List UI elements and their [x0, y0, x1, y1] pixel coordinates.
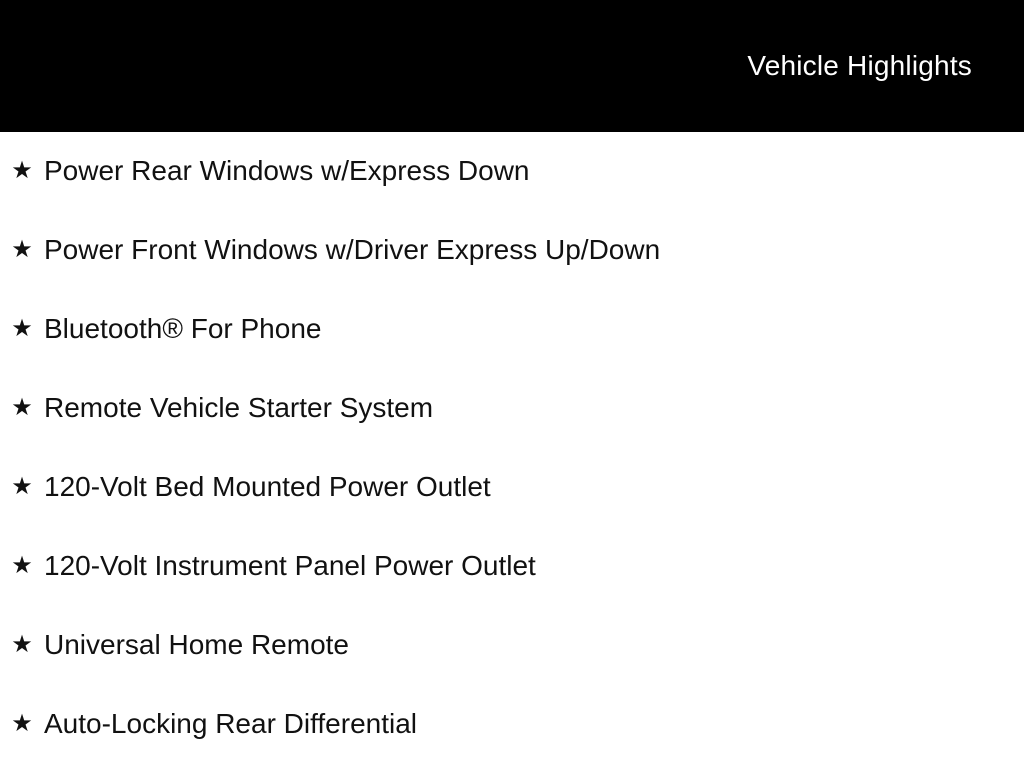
- star-icon: ★: [11, 710, 33, 737]
- list-item-label: 120-Volt Bed Mounted Power Outlet: [44, 471, 491, 502]
- list-item: [10, 707, 1024, 741]
- star-icon: ★: [11, 236, 33, 263]
- list-item-label: 120-Volt Instrument Panel Power Outlet: [44, 550, 536, 581]
- list-item: [10, 628, 1024, 662]
- list-item-label: Bluetooth® For Phone: [44, 313, 322, 344]
- list-item-label: Power Rear Windows w/Express Down: [44, 155, 530, 186]
- star-icon: ★: [11, 473, 33, 500]
- star-icon: ★: [11, 631, 33, 658]
- list-item: [10, 154, 1024, 188]
- star-icon: ★: [11, 552, 33, 579]
- list-item-label: Auto-Locking Rear Differential: [44, 708, 418, 739]
- list-item-label: Power Front Windows w/Driver Express Up/Down: [44, 234, 661, 265]
- list-item-label: Universal Home Remote: [44, 629, 349, 660]
- list-item: [10, 312, 1024, 346]
- header-bar: [0, 0, 1024, 132]
- list-item: [10, 391, 1024, 425]
- star-icon: ★: [11, 394, 33, 421]
- page-title: Vehicle Highlights: [747, 50, 972, 81]
- list-item-label: Remote Vehicle Starter System: [44, 392, 434, 423]
- list-item: [10, 549, 1024, 583]
- star-icon: ★: [11, 315, 33, 342]
- list-item: [10, 233, 1024, 267]
- vehicle-highlights-list: [0, 132, 1024, 741]
- star-icon: ★: [11, 157, 33, 184]
- list-item: [10, 470, 1024, 504]
